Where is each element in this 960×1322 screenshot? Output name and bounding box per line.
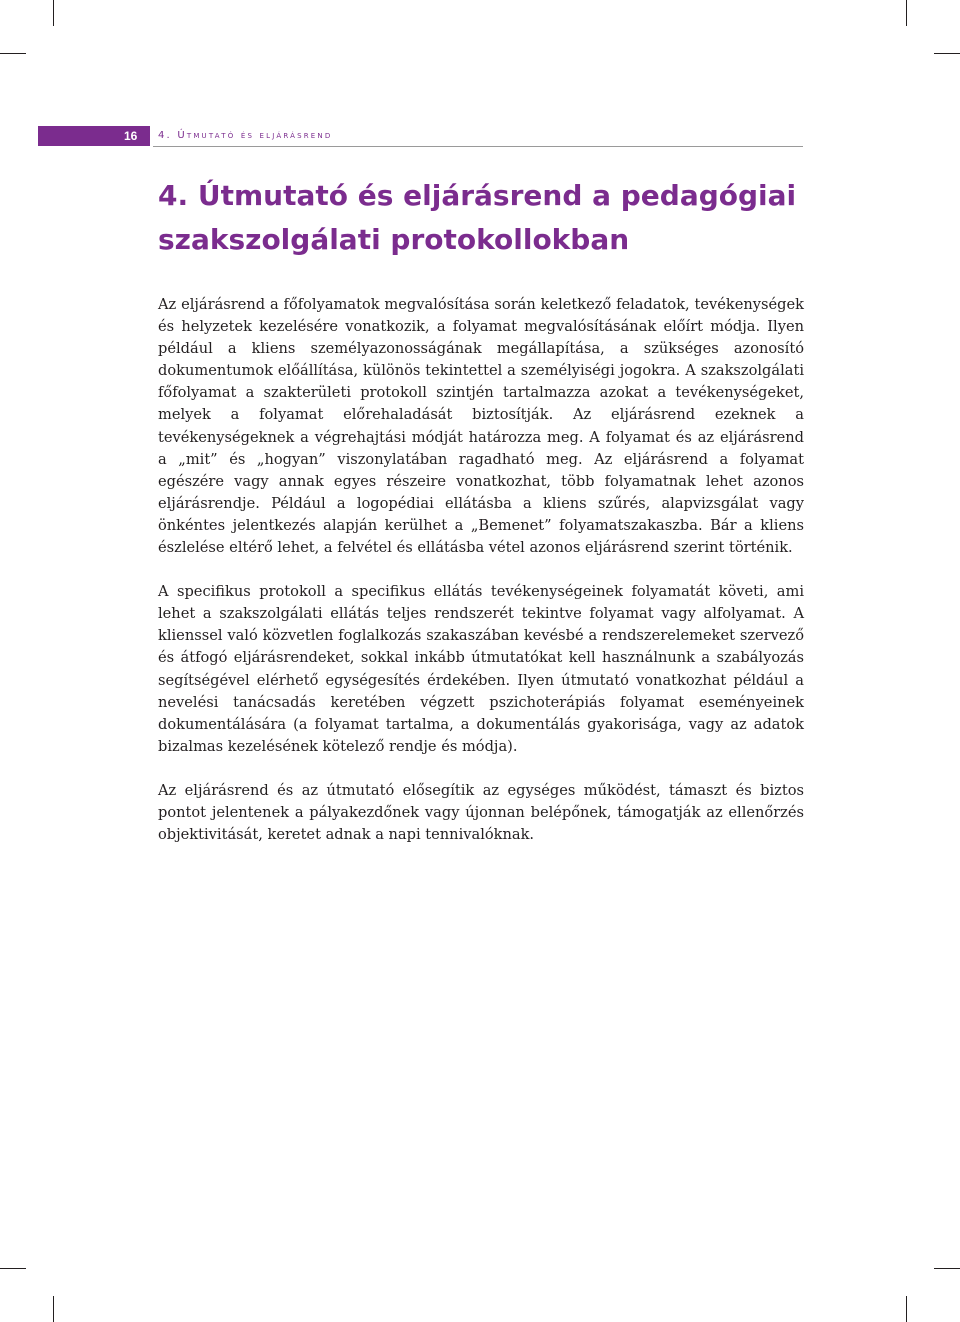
crop-mark-bottom-left: [53, 1296, 54, 1322]
body-text: [158, 294, 804, 846]
crop-mark-bottom-left-h: [0, 1268, 26, 1269]
header-divider: [153, 146, 803, 147]
crop-mark-bottom-right: [906, 1296, 907, 1322]
paragraph: Az eljárásrend a főfolyamatok megvalósítása során keletkező feladatok, tevékenységek és helyzetek kezelésére vonatkozik, a folyamat megvalósításának előírt módja. Ilyen például a kliens személyazonosságának megállapítása, a szükséges azonosító dokumentumok előállítása, különös tekintettel a személyiségi jogokra. A szakszolgálati főfolyamat a szakterületi protokoll szintjén tartalmazza azokat a tevékenységeket, melyek a folyamat előrehaladását biztosítják. Az eljárásrend ezeknek a tevékenységeknek a végrehajtási módját határozza meg. A folyamat és az eljárásrend a „mit” és „hogyan” viszonylatában ragadható meg. Az eljárásrend a folyamat egészére vagy annak egyes részeire vonatkozhat, több folyamatnak lehet azonos eljárásrendje. Például a logopédiai ellátásba a kliens szűrés, alapvizsgálat vagy önkéntes jelentkezés alapján kerülhet a „Bemenet” folyamatszakaszba. Bár a kliens észlelése eltérő lehet, a felvétel és ellátásba vétel azonos eljárásrend szerint történik.: [158, 296, 804, 557]
crop-mark-top-right: [906, 0, 907, 26]
page-number: 16: [124, 129, 138, 143]
crop-mark-bottom-right-h: [934, 1268, 960, 1269]
paragraph: A specifikus protokoll a specifikus ellátás tevékenységeinek folyamatát követi, ami lehet a szakszolgálati ellátás teljes rendszerét tekintve folyamat vagy alfolyamat. A klienssel való közvetlen foglalkozás szakaszában kevésbé a rendszerelemeket szervező és átfogó eljárásrendeket, sokkal inkább útmutatókat kell használnunk a szabályozás segítségével elérhető egységesítés érdekében. Ilyen útmutató vonatkozhat például a nevelési tanácsadás keretében végzett pszichoterápiás folyamat eseményeinek dokumentálására (a folyamat tartalma, a dokumentálás gyakorisága, vagy az adatok bizalmas kezelésének kötelező rendje és módja).: [158, 583, 804, 755]
chapter-title: 4. Útmutató és eljárásrend a pedagógiai szakszolgálati protokollokban: [158, 179, 797, 256]
paragraph: Az eljárásrend és az útmutató elősegítik az egységes működést, támaszt és biztos pontot jelentenek a pályakezdőnek vagy újonnan belépőnek, támogatják az ellenőrzés objektivitását, keretet adnak a napi tennivalóknak.: [158, 781, 804, 844]
crop-mark-top-right-h: [934, 53, 960, 54]
running-head: 4. Útmutató és eljárásrend: [158, 130, 333, 141]
crop-mark-top-left: [53, 0, 54, 26]
crop-mark-top-left-h: [0, 53, 26, 54]
